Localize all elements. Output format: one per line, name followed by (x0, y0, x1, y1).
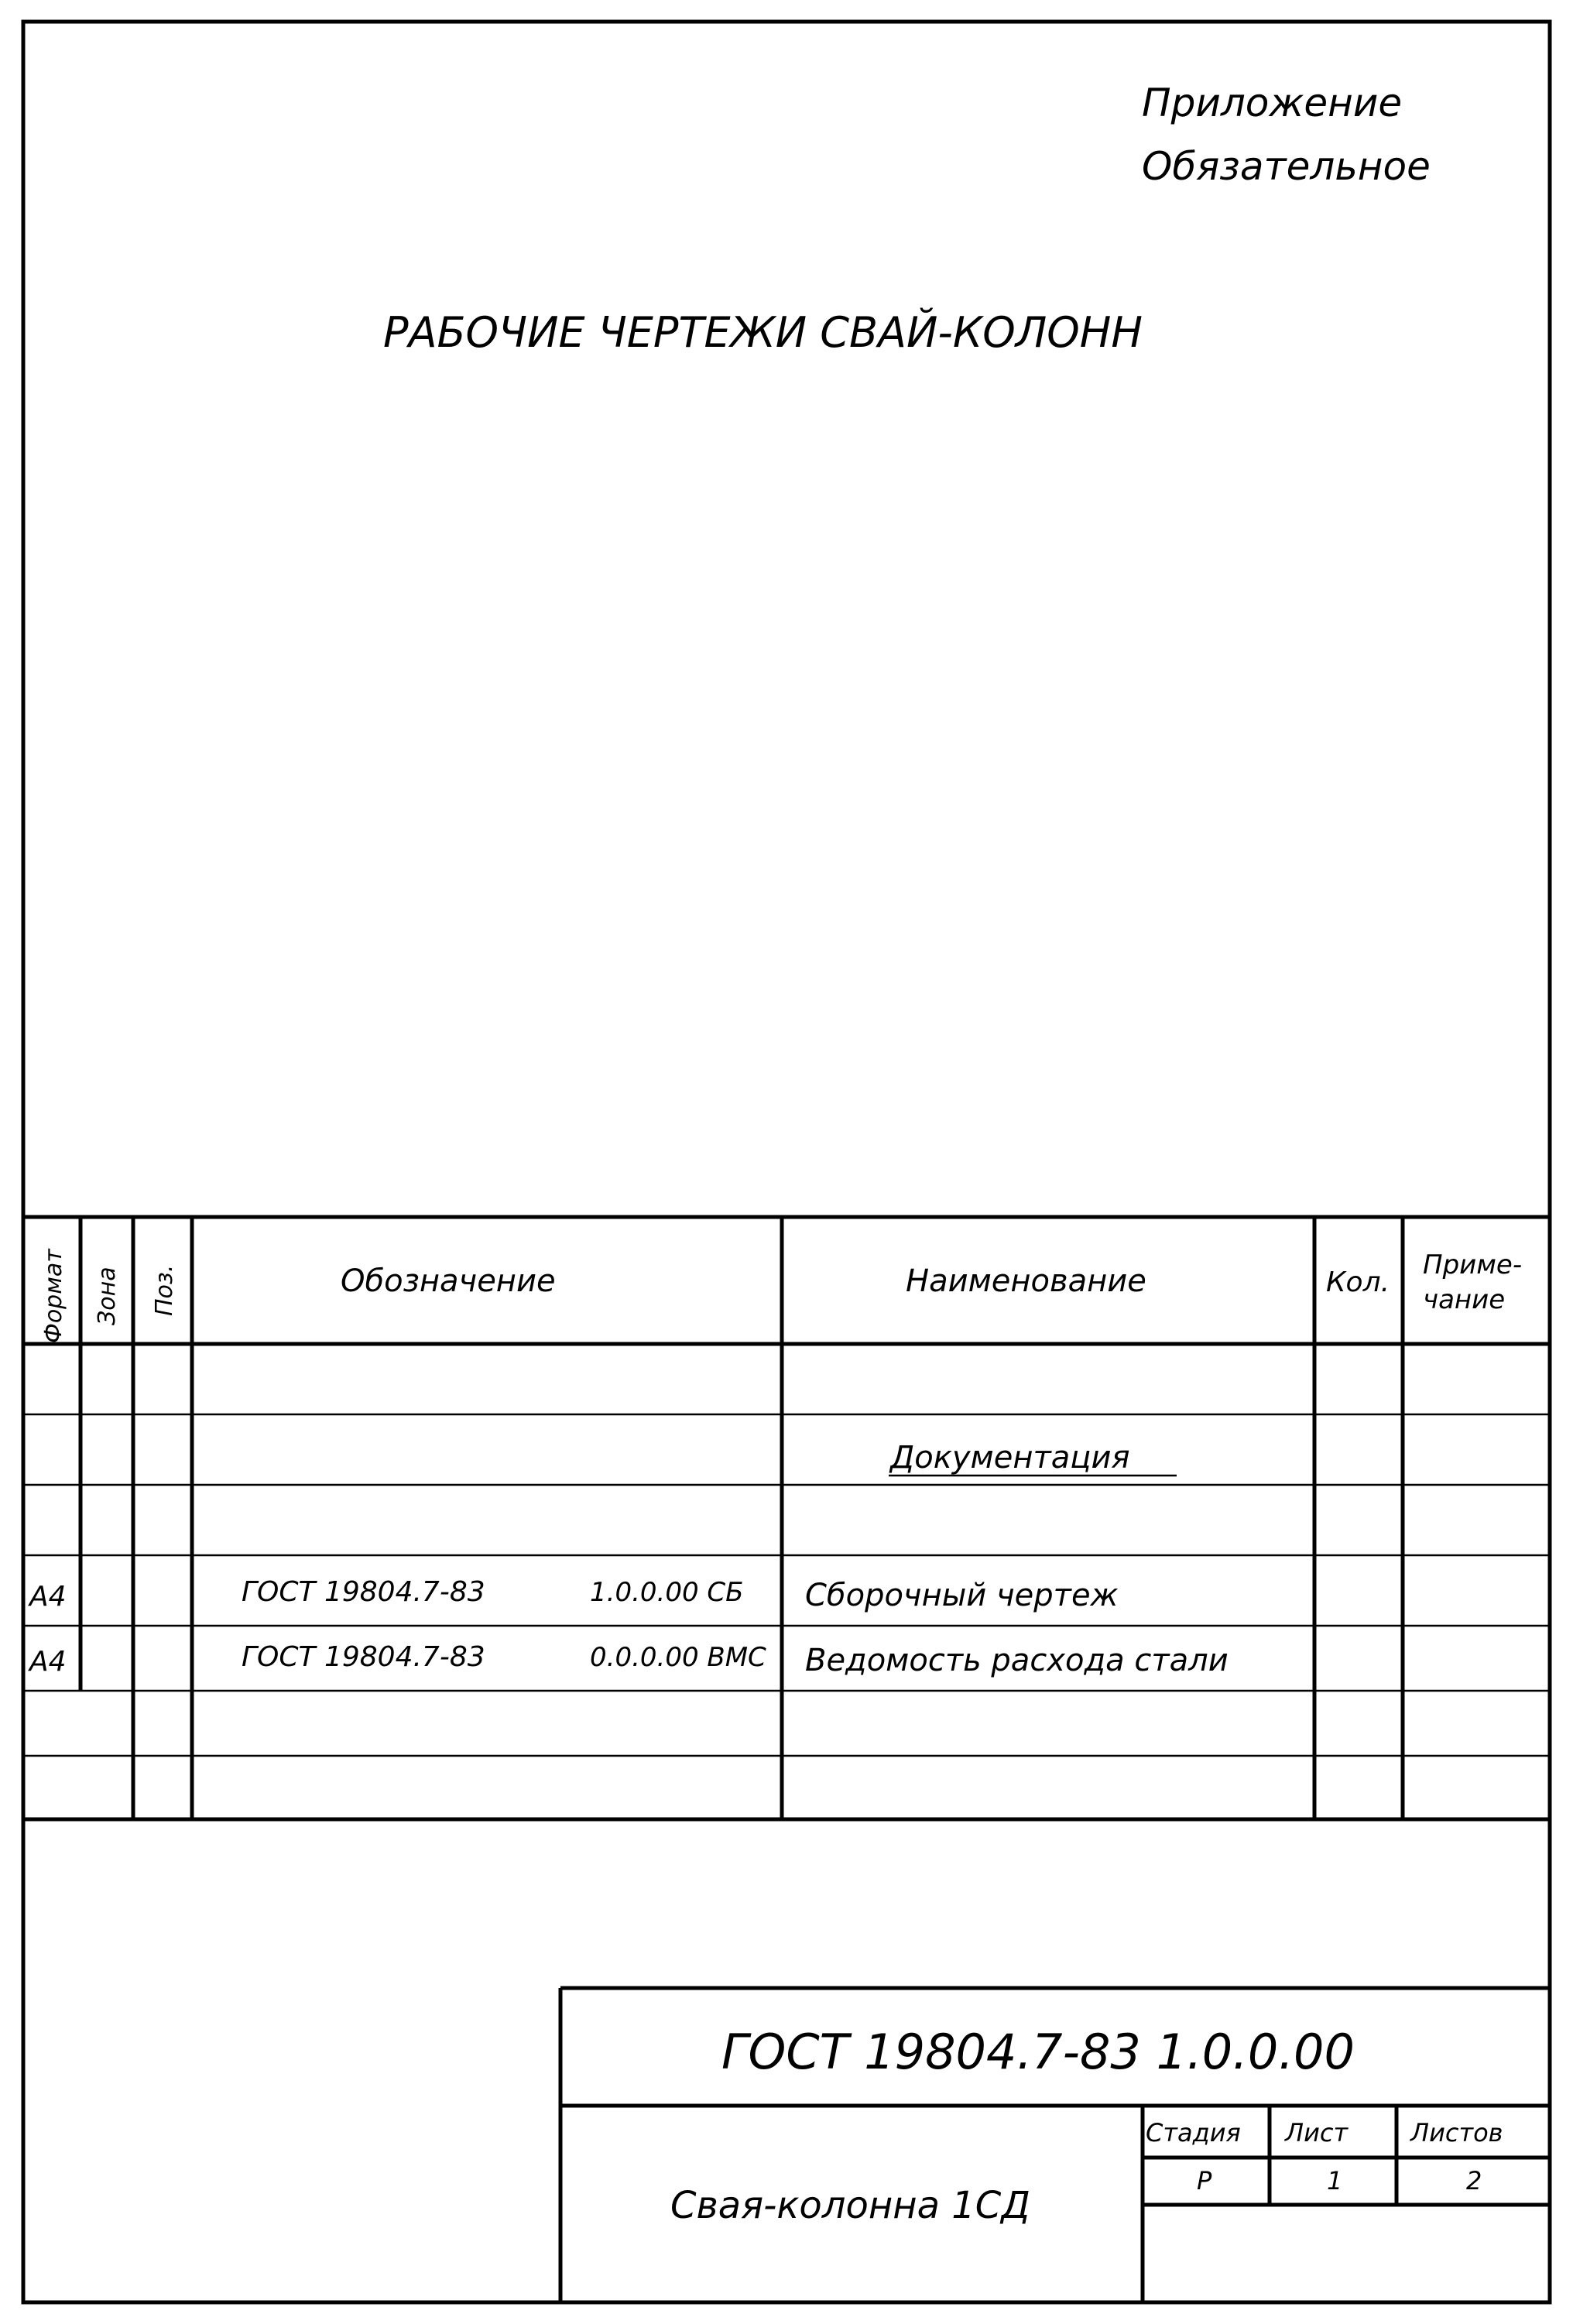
title-block-product-name: Свая-колонна 1СД (670, 2184, 1030, 2227)
appendix-type: Обязательное (1142, 144, 1431, 189)
title-block-designation: ГОСТ 19804.7-83 1.0.0.00 (721, 2024, 1355, 2080)
spec-table (23, 1217, 1550, 1819)
row-name: Сборочный чертеж (805, 1578, 1119, 1613)
sheet-frame (23, 22, 1550, 2302)
stage-label: Стадия (1146, 2118, 1241, 2147)
row-format: А4 (29, 1581, 67, 1613)
sheets-value: 2 (1466, 2166, 1482, 2195)
title-block (560, 1988, 1550, 2302)
row-code: 0.0.0.00 ВМС (590, 1642, 766, 1673)
row-gost: ГОСТ 19804.7-83 (242, 1576, 485, 1608)
row-name: Ведомость расхода стали (805, 1643, 1229, 1678)
stage-value: Р (1197, 2166, 1212, 2195)
col-header-qty: Кол. (1326, 1267, 1390, 1298)
col-header-pos: Поз. (151, 1264, 178, 1316)
col-header-note-line1: Приме- (1423, 1249, 1523, 1280)
sheet-label: Лист (1285, 2118, 1349, 2147)
appendix-label: Приложение (1142, 81, 1403, 125)
col-header-designation: Обозначение (341, 1263, 556, 1299)
sheet-value: 1 (1327, 2166, 1343, 2195)
table-row (28, 1641, 1229, 1678)
row-format: А4 (29, 1646, 67, 1678)
col-header-zone: Зона (94, 1267, 121, 1325)
col-header-name: Наименование (906, 1263, 1146, 1299)
section-heading: Документация (890, 1440, 1130, 1476)
row-gost: ГОСТ 19804.7-83 (242, 1641, 485, 1673)
row-code: 1.0.0.00 СБ (590, 1577, 744, 1608)
document-title: РАБОЧИЕ ЧЕРТЕЖИ СВАЙ-КОЛОНН (383, 308, 1143, 357)
col-header-format: Формат (40, 1249, 67, 1343)
col-header-note-line2: чание (1423, 1284, 1506, 1315)
sheets-label: Листов (1410, 2118, 1503, 2147)
